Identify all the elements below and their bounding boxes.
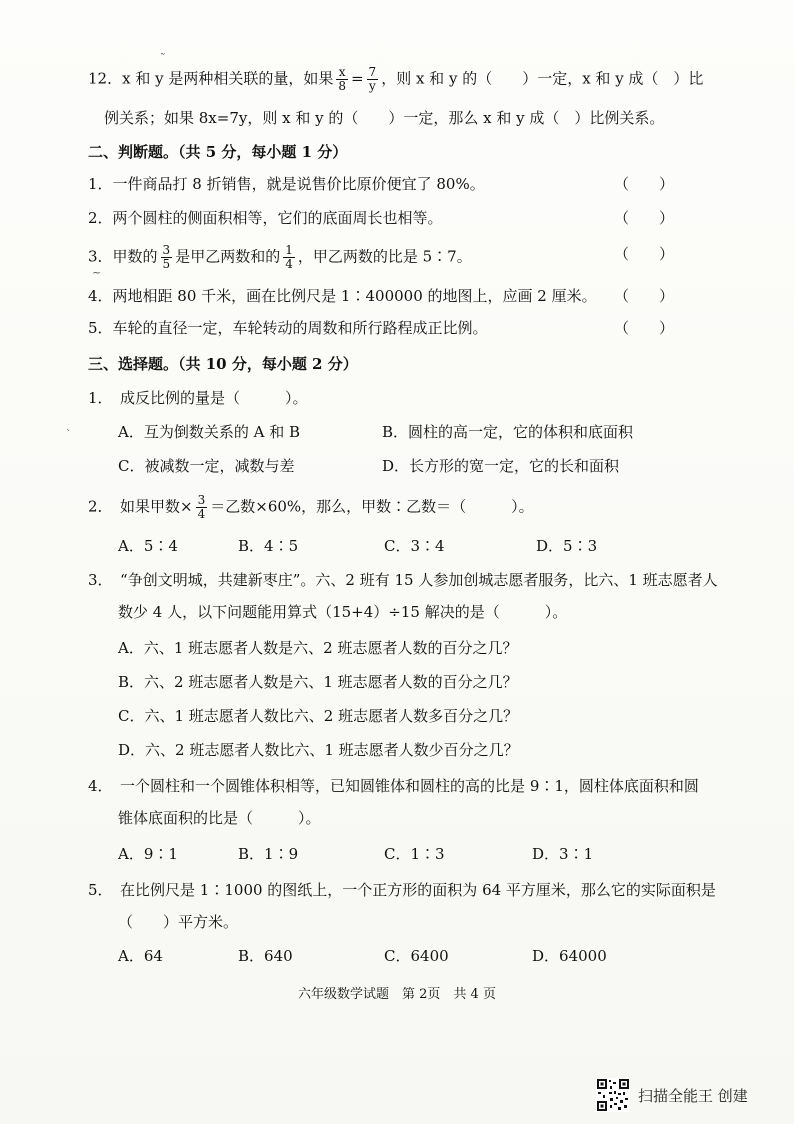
fraction-1-4 [283, 244, 295, 271]
q12-fraction-7-over-y [367, 66, 379, 93]
scanner-watermark [596, 1078, 748, 1112]
q12-line1 [88, 66, 703, 93]
choice-q4-option-c[interactable]: C．1∶3 [384, 845, 445, 863]
q12-text-b: ，则 x 和 y 的（ ）一定，x 和 y 成（ ）比 [381, 69, 704, 88]
choice-q2-option-c[interactable]: C．3∶4 [384, 537, 445, 555]
choice-q5-option-c[interactable]: C．6400 [384, 947, 449, 965]
frac-denominator: 4 [285, 257, 293, 271]
choice-q4-line1: 4． 一个圆柱和一个圆锥体积相等，已知圆锥体和圆柱的高的比是 9∶1，圆柱体底面积和圆 [88, 777, 699, 795]
choice-q1-option-b[interactable]: B．圆柱的高一定，它的体积和底面积 [382, 423, 634, 441]
choice-q5-option-a[interactable]: A．64 [118, 947, 163, 965]
choice-q5-line1: 5． 在比例尺是 1∶1000 的图纸上，一个正方形的面积为 64 平方厘米，那么它的实际面积是 [88, 881, 716, 899]
q12-fraction-x-over-8 [336, 66, 348, 93]
judge-q5-answer-blank[interactable]: （ ） [614, 319, 675, 337]
judge-q3 [88, 244, 472, 271]
choice-q4-option-d[interactable]: D．3∶1 [532, 845, 594, 863]
choice-q2-option-d[interactable]: D．5∶3 [536, 537, 598, 555]
judge-q3-answer-blank[interactable]: （ ） [614, 245, 675, 263]
choice-q1-option-a[interactable]: A．互为倒数关系的 A 和 B [118, 423, 300, 441]
choice-q2-text-a: 2． 如果甲数× [88, 497, 193, 516]
page-footer: 六年级数学试题 第 2页 共 4 页 [298, 987, 496, 1002]
judge-q4: 4．两地相距 80 千米，画在比例尺是 1∶400000 的地图上，应画 2 厘米。 [88, 287, 597, 305]
judge-q5: 5．车轮的直径一定，车轮转动的周数和所行路程成正比例。 [88, 319, 488, 337]
choice-q4-option-b[interactable]: B．1∶9 [238, 845, 299, 863]
fraction-3-4 [196, 494, 208, 521]
equals-sign: = [350, 69, 364, 88]
fraction-3-5 [161, 244, 173, 271]
choice-q3-option-c[interactable]: C．六、1 班志愿者人数比六、2 班志愿者人数多百分之几？ [118, 707, 519, 725]
judge-q3-text-a: 3．甲数的 [88, 247, 158, 266]
frac-numerator: 1 [285, 243, 293, 257]
frac-denominator: 5 [162, 257, 171, 271]
choice-q3-option-a[interactable]: A．六、1 班志愿者人数是六、2 班志愿者人数的百分之几？ [118, 639, 518, 657]
scan-speck: ~ [92, 266, 102, 279]
judge-section-heading: 二、判断题。（共 5 分，每小题 1 分） [88, 143, 348, 161]
qr-code-icon [596, 1078, 630, 1112]
q12-line2: 例关系；如果 8x=7y，则 x 和 y 的（ ）一定，那么 x 和 y 成（ ）比例关系。 [104, 109, 665, 127]
judge-q2-answer-blank[interactable]: （ ） [614, 209, 675, 227]
judge-q3-text-b: 是甲乙两数和的 [175, 247, 281, 266]
frac-numerator: 3 [197, 493, 206, 507]
judge-q1-answer-blank[interactable]: （ ） [614, 175, 675, 193]
q12-text-a: 12．x 和 y 是两种相关联的量，如果 [88, 69, 334, 88]
choice-section-heading: 三、选择题。（共 10 分，每小题 2 分） [88, 355, 358, 373]
frac-denominator: 8 [338, 79, 346, 93]
choice-q3-line1: 3． “争创文明城，共建新枣庄”。六、2 班有 15 人参加创城志愿者服务，比六、1 班志愿者人 [88, 571, 718, 589]
frac-denominator: 4 [197, 507, 206, 521]
choice-q2-text-b: ＝乙数×60%，那么，甲数∶乙数＝（ ）。 [210, 497, 534, 516]
judge-q1: 1．一件商品打 8 折销售，就是说售价比原价便宜了 80%。 [88, 175, 485, 193]
watermark-text: 扫描全能王 创建 [638, 1086, 748, 1105]
choice-q4-option-a[interactable]: A．9∶1 [118, 845, 178, 863]
choice-q3-line2: 数少 4 人，以下问题能用算式（15+4）÷15 解决的是（ ）。 [118, 603, 568, 621]
scan-speck: ` [66, 428, 72, 441]
choice-q4-line2: 锥体底面积的比是（ ）。 [118, 809, 321, 827]
choice-q2-option-a[interactable]: A．5∶4 [118, 537, 178, 555]
judge-q2: 2．两个圆柱的侧面积相等，它们的底面周长也相等。 [88, 209, 443, 227]
choice-q2 [88, 494, 534, 521]
frac-numerator: 3 [162, 243, 171, 257]
judge-q4-answer-blank[interactable]: （ ） [614, 287, 675, 305]
frac-denominator: y [368, 79, 376, 93]
choice-q3-option-b[interactable]: B．六、2 班志愿者人数是六、1 班志愿者人数的百分之几？ [118, 673, 518, 691]
choice-q3-option-d[interactable]: D．六、2 班志愿者人数比六、1 班志愿者人数少百分之几？ [118, 741, 519, 759]
scan-speck: ˜ [160, 52, 166, 65]
choice-q5-option-d[interactable]: D．64000 [532, 947, 607, 965]
choice-q5-option-b[interactable]: B．640 [238, 947, 293, 965]
frac-numerator: 7 [368, 65, 377, 79]
frac-numerator: x [336, 66, 348, 80]
choice-q5-line2: （ ）平方米。 [118, 913, 239, 931]
choice-q1: 1． 成反比例的量是（ ）。 [88, 389, 308, 407]
judge-q3-text-c: ，甲乙两数的比是 5∶7。 [297, 247, 472, 266]
choice-q1-option-c[interactable]: C．被减数一定，减数与差 [118, 457, 295, 475]
choice-q1-option-d[interactable]: D．长方形的宽一定，它的长和面积 [382, 457, 620, 475]
choice-q2-option-b[interactable]: B．4∶5 [238, 537, 299, 555]
